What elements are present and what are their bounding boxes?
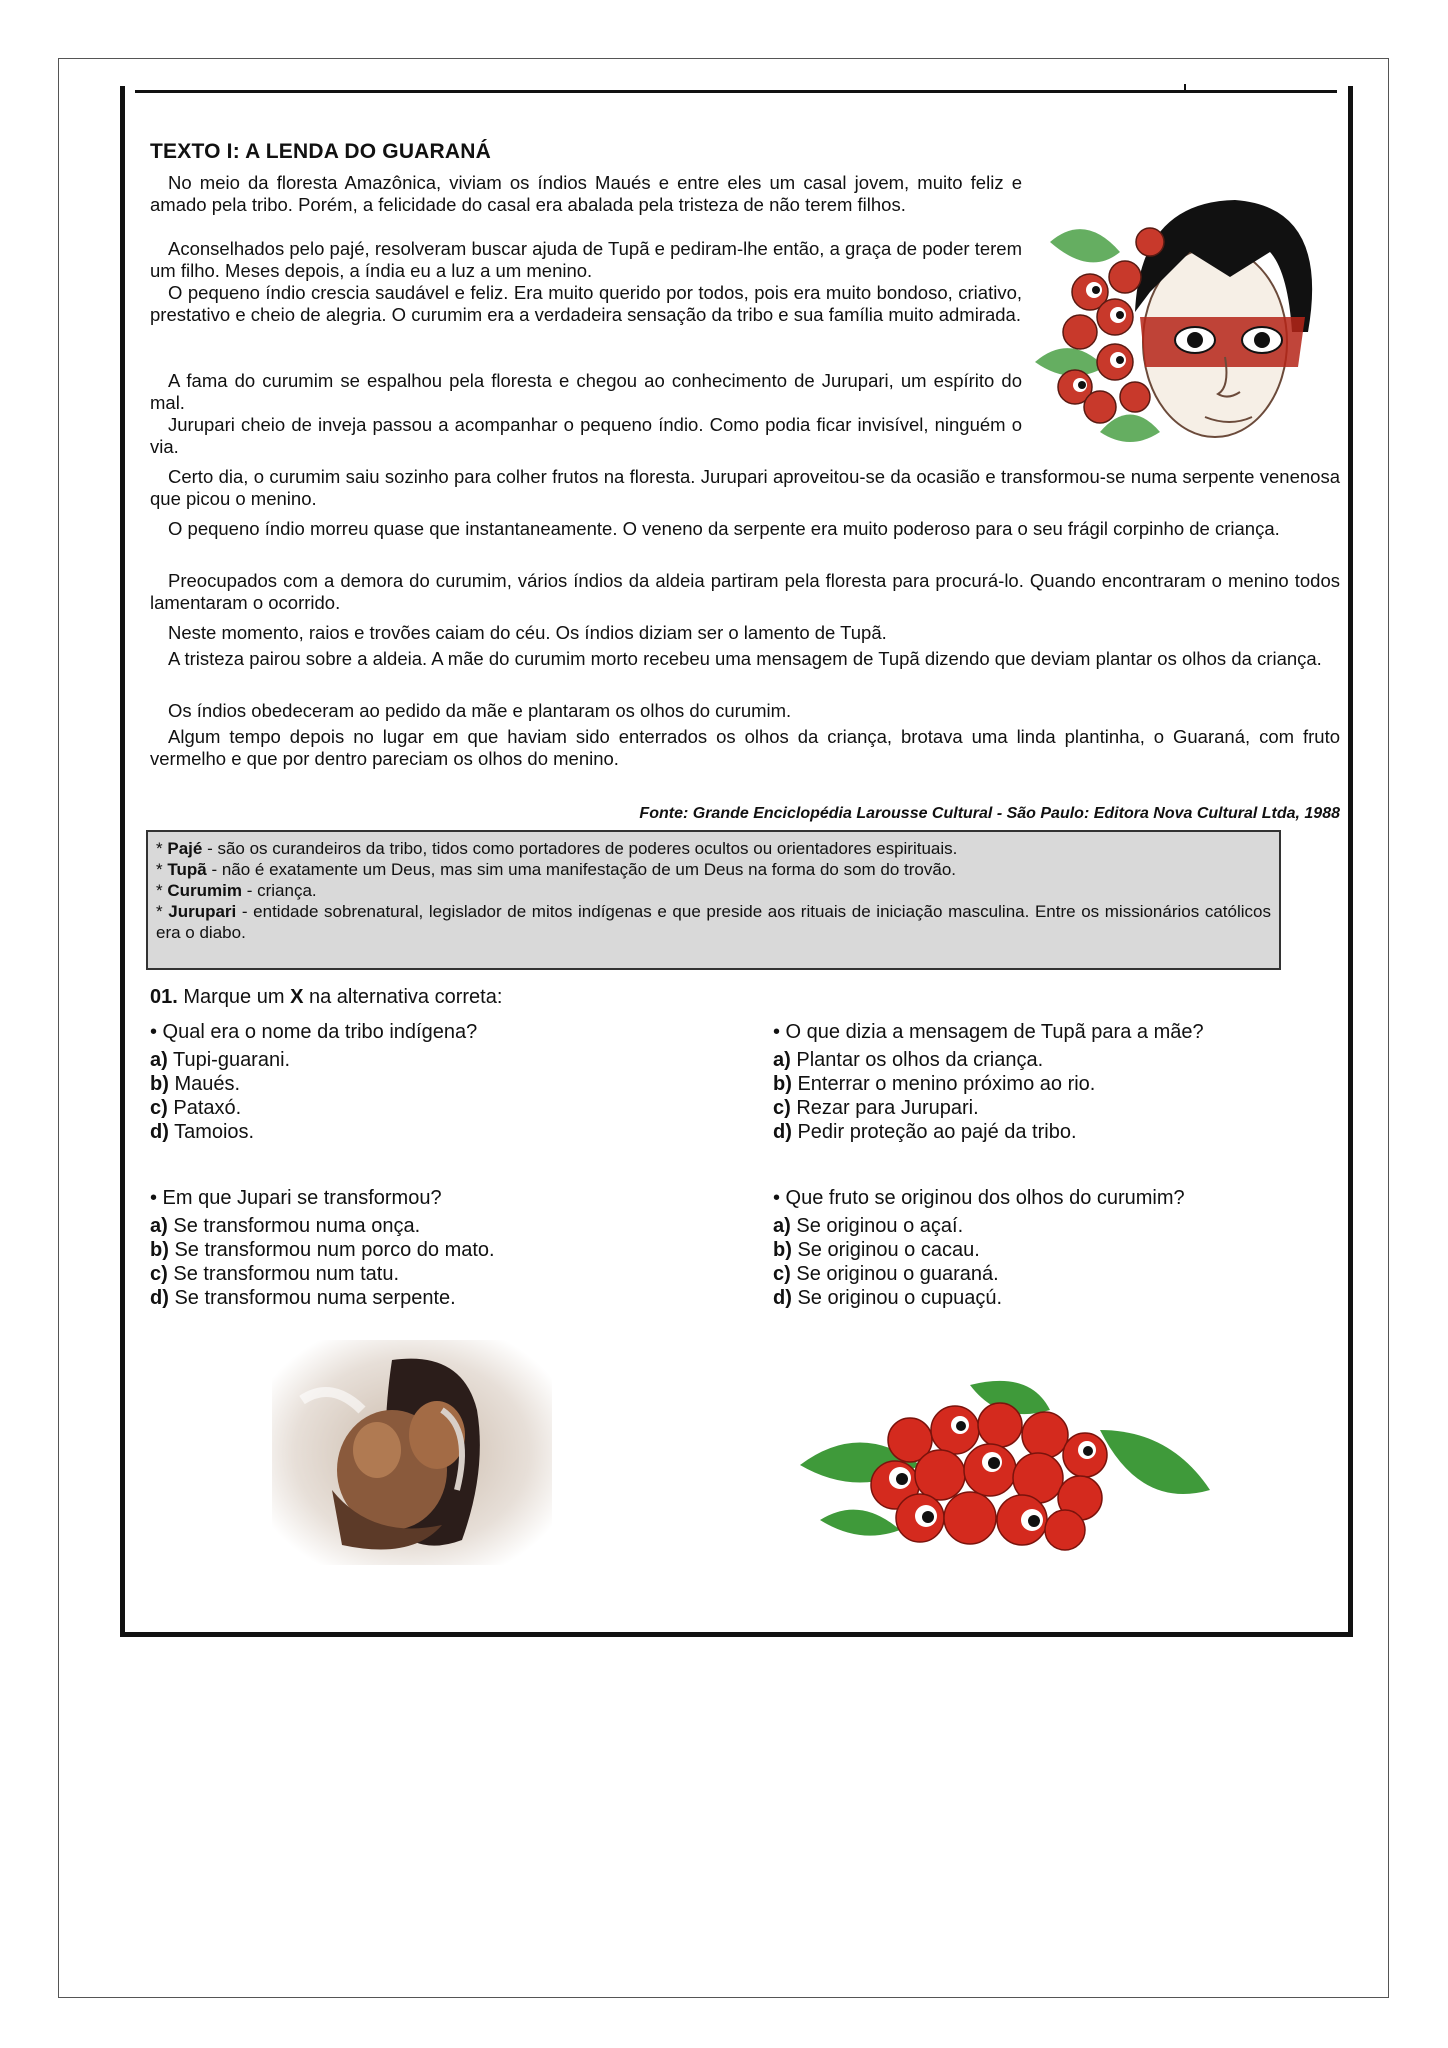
text-title: TEXTO I: A LENDA DO GUARANÁ [150, 140, 492, 163]
glossary-item-curumim: * Curumim - criança. [156, 881, 317, 900]
option-b[interactable]: b) Se transformou num porco do mato. [150, 1239, 495, 1261]
question-stem: • O que dizia a mensagem de Tupã para a mãe? [773, 1021, 1204, 1043]
option-d[interactable]: d) Tamoios. [150, 1121, 255, 1143]
couple-painting-illustration [272, 1340, 552, 1565]
glossary-box [146, 830, 1281, 970]
option-c[interactable]: c) Pataxó. [150, 1097, 242, 1119]
option-d[interactable]: d) Pedir proteção ao pajé da tribo. [773, 1121, 1077, 1143]
story-paragraph-1: No meio da floresta Amazônica, viviam os índios Maués e entre eles um casal jovem, muito feliz e amado pela tribo. Porém, a felicidade do casal era abalada pela tristeza de não terem filhos. [150, 172, 1022, 215]
option-b[interactable]: b) Maués. [150, 1073, 241, 1095]
option-d[interactable]: d) Se transformou numa serpente. [150, 1287, 456, 1309]
option-b[interactable]: b) Se originou o cacau. [773, 1239, 980, 1261]
option-d[interactable]: d) Se originou o cupuaçú. [773, 1287, 1003, 1309]
story-paragraph-9: Neste momento, raios e trovões caiam do céu. Os índios diziam ser o lamento de Tupã. [168, 622, 887, 643]
option-c[interactable]: c) Se originou o guaraná. [773, 1263, 999, 1285]
story-paragraph-10: A tristeza pairou sobre a aldeia. A mãe do curumim morto recebeu uma mensagem de Tupã dizendo que deviam plantar os olhos da criança. [168, 648, 1322, 669]
glossary-item-jurupari: * Jurupari - entidade sobrenatural, legislador de mitos indígenas e que preside aos rituais de iniciação masculina. Entre os missionários católicos era o diabo. [156, 902, 1271, 942]
glossary-item-paje: * Pajé - são os curandeiros da tribo, tidos como portadores de poderes ocultos ou orientadores espirituais. [156, 839, 958, 858]
question-block-message [773, 1020, 1204, 1144]
glossary-item-tupa: * Tupã - não é exatamente um Deus, mas sim uma manifestação de um Deus na forma do som do trovão. [156, 860, 957, 879]
story-paragraph-11: Os índios obedeceram ao pedido da mãe e plantaram os olhos do curumim. [168, 700, 792, 721]
guarana-fruit-illustration [800, 1370, 1210, 1560]
question-instruction: 01. Marque um X na alternativa correta: [150, 986, 503, 1008]
story-paragraph-7: O pequeno índio morreu quase que instantaneamente. O veneno da serpente era muito poderoso para o seu frágil corpinho de criança. [168, 518, 1280, 539]
story-paragraph-8: Preocupados com a demora do curumim, vários índios da aldeia partiram pela floresta para procurá-lo. Quando encontraram o menino todos lamentaram o ocorrido. [150, 570, 1340, 613]
story-paragraph-3: O pequeno índio crescia saudável e feliz. Era muito querido por todos, pois era muito bondoso, criativo, prestativo e cheio de alegria. O curumim era a verdadeira sensação da tribo e sua família muito admirada. [150, 282, 1022, 325]
story-paragraph-6: Certo dia, o curumim saiu sozinho para colher frutos na floresta. Jurupari aproveitou-se da ocasião e transformou-se numa serpente venenosa que picou o menino. [150, 466, 1340, 509]
option-a[interactable]: a) Plantar os olhos da criança. [773, 1049, 1044, 1071]
top-rule [135, 90, 1337, 93]
question-stem: • Que fruto se originou dos olhos do curumim? [773, 1187, 1185, 1209]
option-c[interactable]: c) Rezar para Jurupari. [773, 1097, 979, 1119]
option-a[interactable]: a) Se transformou numa onça. [150, 1215, 421, 1237]
face-guarana-illustration [1030, 182, 1335, 462]
story-paragraph-12: Algum tempo depois no lugar em que haviam sido enterrados os olhos da criança, brotava uma linda plantinha, o Guaraná, com fruto vermelho e que por dentro pareciam os olhos do menino. [150, 726, 1340, 769]
question-block-tribe [150, 1020, 477, 1144]
story-paragraph-4: A fama do curumim se espalhou pela floresta e chegou ao conhecimento de Jurupari, um espírito do mal. [150, 370, 1022, 413]
question-stem: • Qual era o nome da tribo indígena? [150, 1021, 478, 1043]
question-block-fruit [773, 1186, 1185, 1310]
option-a[interactable]: a) Se originou o açaí. [773, 1215, 964, 1237]
question-block-transformation [150, 1186, 495, 1310]
option-b[interactable]: b) Enterrar o menino próximo ao rio. [773, 1073, 1096, 1095]
story-paragraph-5: Jurupari cheio de inveja passou a acompanhar o pequeno índio. Como podia ficar invisível, ninguém o via. [150, 414, 1022, 457]
top-rule-tick [1184, 84, 1186, 92]
option-a[interactable]: a) Tupi-guarani. [150, 1049, 291, 1071]
source-citation: Fonte: Grande Enciclopédia Larousse Cultural - São Paulo: Editora Nova Cultural Ltda, 1988 [639, 805, 1340, 822]
question-stem: • Em que Jupari se transformou? [150, 1187, 442, 1209]
option-c[interactable]: c) Se transformou num tatu. [150, 1263, 400, 1285]
story-paragraph-2: Aconselhados pelo pajé, resolveram buscar ajuda de Tupã e pediram-lhe então, a graça de poder terem um filho. Meses depois, a índia eu a luz a um menino. [150, 238, 1022, 281]
